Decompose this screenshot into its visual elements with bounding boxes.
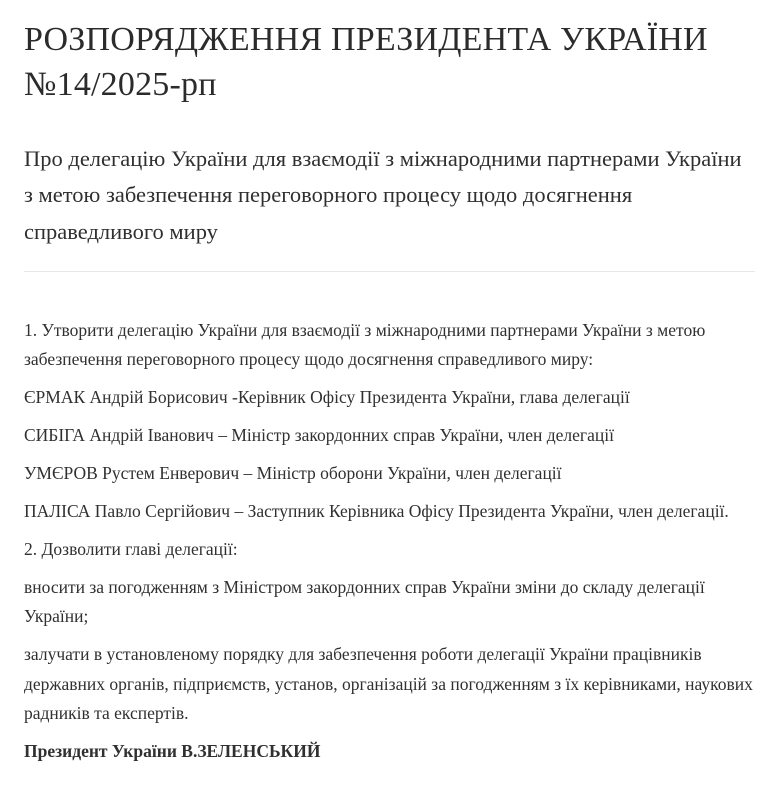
decree-subtitle: Про делегацію України для взаємодії з міжнародними партнерами України з метою забезпечення переговорного процесу щодо досягнення справедливого миру (24, 145, 742, 244)
body-paragraph-2: ЄРМАК Андрій Борисович -Керівник Офісу Президента України, глава делегації (24, 387, 630, 408)
body-paragraph-6: 2. Дозволити главі делегації: (24, 539, 238, 560)
body-paragraph-3: СИБІГА Андрій Іванович – Міністр закордонних справ України, член делегації (24, 425, 614, 446)
decree-title: РОЗПОРЯДЖЕННЯ ПРЕЗИДЕНТА УКРАЇНИ №14/2025-рп (24, 21, 708, 103)
body-paragraph-8: залучати в установленому порядку для забезпечення роботи делегації України працівників державних органів, підприємств, установ, організацій за погодженням з їх керівниками, наукових радників та експертів. (24, 644, 753, 723)
signature-line: Президент України В.ЗЕЛЕНСЬКИЙ (24, 740, 321, 761)
body-paragraph-7: вносити за погодженням з Міністром закордонних справ України зміни до складу делегації України; (24, 577, 705, 627)
section-divider (24, 271, 755, 272)
decree-body (24, 316, 755, 766)
body-paragraph-5: ПАЛІСА Павло Сергійович – Заступник Керівника Офісу Президента України, член делегації. (24, 501, 729, 522)
body-paragraph-4: УМЄРОВ Рустем Енверович – Міністр оборони України, член делегації (24, 463, 562, 484)
body-paragraph-1: 1. Утворити делегацію України для взаємодії з міжнародними партнерами України з метою забезпечення переговорного процесу щодо досягнення справедливого миру: (24, 320, 706, 370)
